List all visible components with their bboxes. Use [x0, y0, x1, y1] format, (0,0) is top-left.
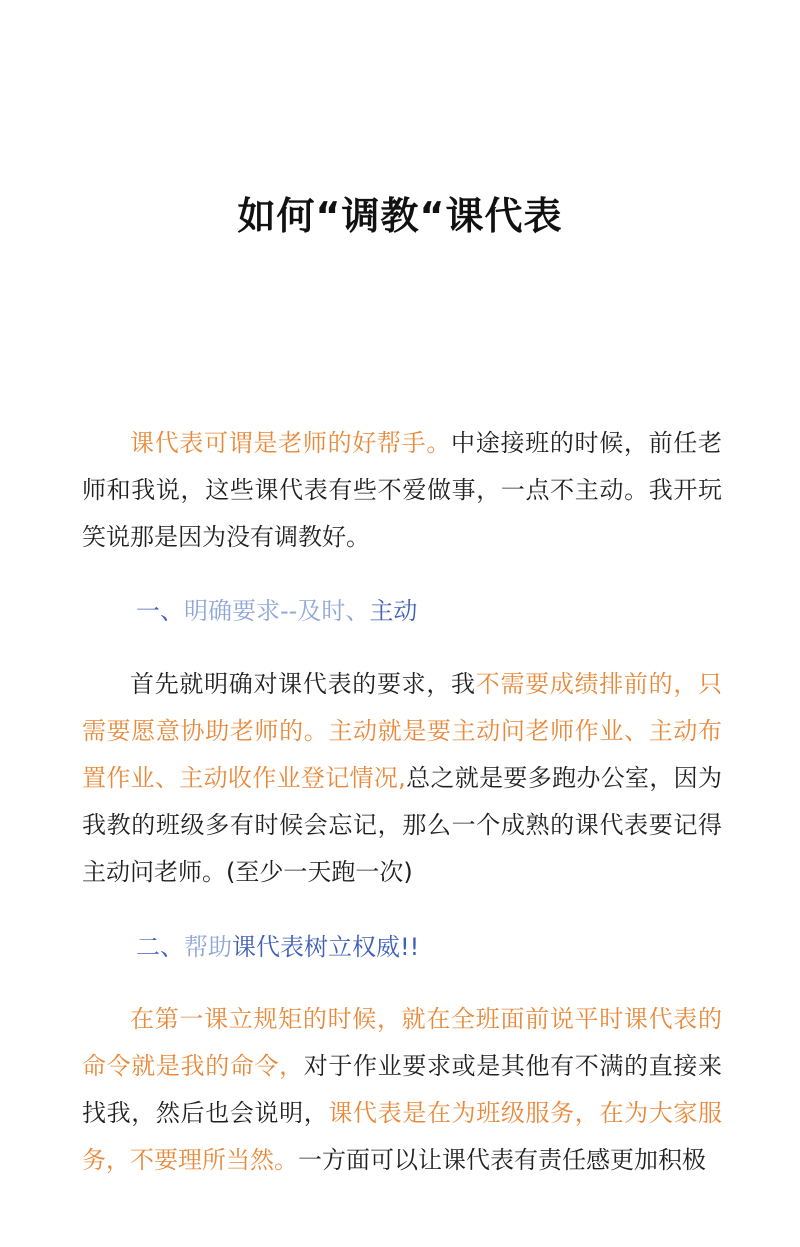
- authority-paragraph: [82, 996, 722, 1184]
- intro-paragraph: [82, 420, 722, 561]
- section-1-faded: 明确要求--及时、: [184, 597, 370, 625]
- authority-highlight-a: 在第一课立规矩的时候，就在全班面前说平时课代表的命令就是我的命令，: [82, 1005, 722, 1080]
- requirements-text-a: 首先就明确对课代表的要求，我: [130, 670, 476, 698]
- requirements-text-b: 总之就是要多跑办公室，因为我教的班级多有时候会忘记，那么一个成熟的课代表要记得主动问老师。(至少一天跑一次): [82, 764, 722, 886]
- section-2-prefix: 二、: [136, 933, 184, 961]
- requirements-paragraph: [82, 661, 722, 896]
- section-heading-2: [136, 927, 419, 967]
- requirements-highlight: 不需要成绩排前的，只需要愿意协助老师的。主动就是要主动问老师作业、主动布置作业、主动收作业登记情况,: [82, 670, 723, 792]
- section-1-rest: 主动: [369, 597, 418, 625]
- authority-text-b: 一方面可以让课代表有责任感更加积极: [298, 1146, 706, 1174]
- section-2-rest: 课代表树立权威!!: [232, 933, 420, 961]
- section-heading-1: [136, 591, 417, 631]
- intro-highlight: 课代表可谓是老师的好帮手。: [130, 429, 452, 457]
- authority-highlight-b: 课代表是在为班级服务，在为大家服务，不要理所当然。: [82, 1099, 723, 1174]
- section-1-prefix: 一、: [136, 597, 184, 625]
- authority-text-a: 对于作业要求或是其他有不满的直接来找我，然后也会说明，: [82, 1052, 723, 1127]
- intro-text: 中途接班的时候，前任老师和我说，这些课代表有些不爱做事，一点不主动。我开玩笑说那是因为没有调教好。: [82, 429, 723, 551]
- section-2-faded: 帮助: [184, 933, 232, 961]
- page-title: 如何“调教“课代表: [237, 194, 563, 238]
